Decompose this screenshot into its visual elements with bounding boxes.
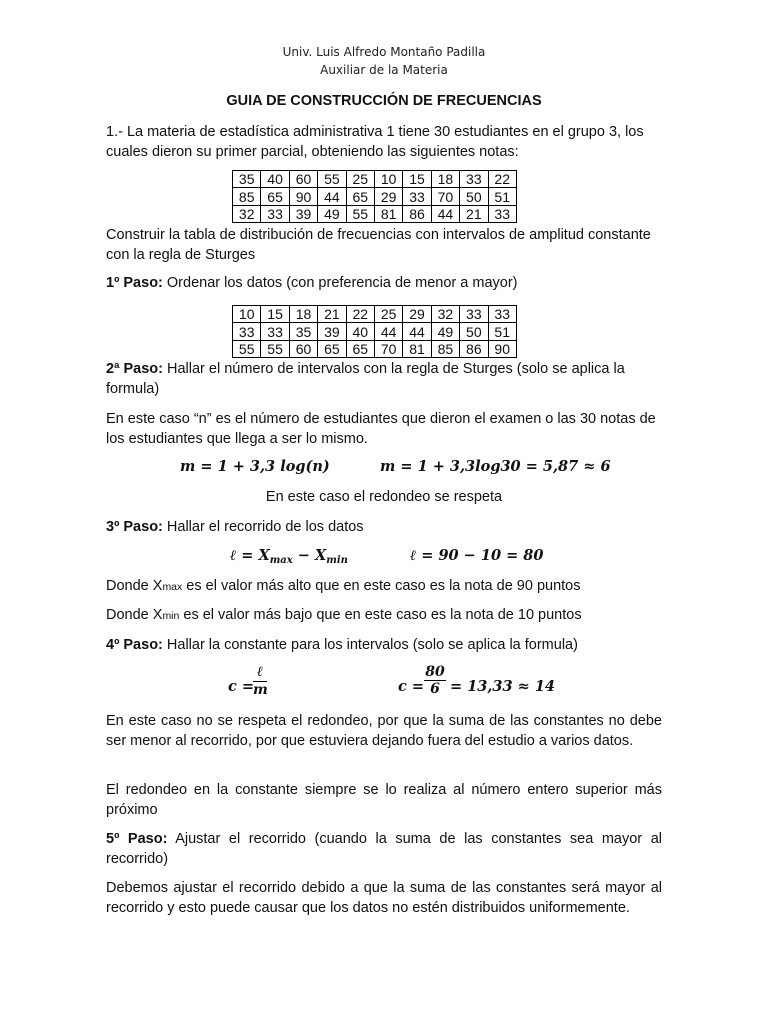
sorted-grade-cell: 44	[403, 323, 431, 340]
step2-paragraph	[106, 360, 662, 399]
author-name: Univ. Luis Alfredo Montaño Padilla	[282, 45, 486, 59]
sorted-grade-cell: 60	[289, 340, 317, 357]
raw-grade-cell: 44	[318, 188, 346, 205]
raw-grade-cell: 25	[346, 171, 374, 188]
step5-text: Ajustar el recorrido (cuando la suma de las constantes sea mayor al recorrido)	[106, 831, 662, 867]
raw-grade-cell: 50	[460, 188, 488, 205]
raw-grade-cell: 39	[289, 205, 317, 222]
sorted-grade-cell: 33	[460, 306, 488, 323]
constant-calculation-lhs: c =	[398, 678, 425, 695]
xmax-note: Donde Xmax es el valor más alto que en este caso es la nota de 90 puntos	[106, 578, 581, 594]
range-formula: ℓ = $X_{max} - X_{min}$	[230, 547, 348, 566]
raw-grade-cell: 51	[488, 188, 516, 205]
sorted-grade-cell: 39	[318, 323, 346, 340]
raw-grade-row	[233, 171, 517, 188]
step2-note: En este caso “n” es el número de estudiantes que dieron el examen o las 30 notas de los estudiantes que llega a ser lo mismo.	[106, 411, 656, 447]
final-note: Debemos ajustar el recorrido debido a que la suma de las constantes será mayor al recorrido y esto puede causar que los datos no estén distribuidos uniformemente.	[106, 880, 662, 916]
step4-label: 4º Paso:	[106, 637, 163, 653]
sorted-grade-cell: 10	[233, 306, 261, 323]
sorted-grade-cell: 25	[374, 306, 402, 323]
sorted-grade-cell: 86	[460, 340, 488, 357]
step4-paragraph	[106, 636, 662, 656]
instruction-paragraph: Construir la tabla de distribución de frecuencias con intervalos de amplitud constante con la regla de Sturges	[106, 227, 651, 263]
raw-grade-cell: 65	[346, 188, 374, 205]
raw-grade-cell: 35	[233, 171, 261, 188]
sorted-grade-row	[233, 340, 517, 357]
range-calculation: ℓ = 90 − 10 = 80	[410, 547, 544, 564]
sorted-grade-cell: 22	[346, 306, 374, 323]
raw-grade-row	[233, 188, 517, 205]
constant-calculation-result: = 13,33 ≈ 14	[450, 678, 556, 695]
document-title: GUIA DE CONSTRUCCIÓN DE FRECUENCIAS	[226, 93, 542, 109]
sturges-formula: m = 1 + 3,3 log(n)	[180, 458, 330, 475]
raw-grade-cell: 22	[488, 171, 516, 188]
sorted-grade-row	[233, 306, 517, 323]
raw-grade-cell: 70	[431, 188, 459, 205]
sorted-grade-cell: 85	[431, 340, 459, 357]
author-role: Auxiliar de la Materia	[320, 63, 448, 77]
sorted-grade-cell: 33	[261, 323, 289, 340]
constant-formula-lhs: c =	[228, 678, 255, 695]
raw-grade-cell: 15	[403, 171, 431, 188]
sorted-grade-cell: 15	[261, 306, 289, 323]
sorted-grade-cell: 35	[289, 323, 317, 340]
raw-grade-cell: 29	[374, 188, 402, 205]
raw-grade-cell: 60	[289, 171, 317, 188]
step3-label: 3º Paso:	[106, 519, 163, 535]
xmin-note: Donde Xmin es el valor más bajo que en este caso es la nota de 10 puntos	[106, 607, 582, 623]
sorted-grade-cell: 51	[488, 323, 516, 340]
sorted-grade-cell: 40	[346, 323, 374, 340]
raw-grade-cell: 65	[261, 188, 289, 205]
round-up-note: El redondeo en la constante siempre se lo realiza al número entero superior más próximo	[106, 782, 662, 818]
step2-text: Hallar el número de intervalos con la regla de Sturges (solo se aplica la formula)	[106, 361, 625, 397]
sorted-grade-cell: 29	[403, 306, 431, 323]
raw-grade-cell: 85	[233, 188, 261, 205]
raw-grade-cell: 86	[403, 205, 431, 222]
rounding-note: En este caso el redondeo se respeta	[265, 489, 503, 505]
step1-paragraph	[106, 274, 662, 294]
step2-label: 2ª Paso:	[106, 361, 163, 377]
raw-grade-cell: 32	[233, 205, 261, 222]
raw-grade-cell: 33	[488, 205, 516, 222]
raw-grade-cell: 10	[374, 171, 402, 188]
raw-grade-cell: 18	[431, 171, 459, 188]
raw-grade-cell: 90	[289, 188, 317, 205]
sorted-grade-cell: 65	[346, 340, 374, 357]
sorted-grade-cell: 81	[403, 340, 431, 357]
sorted-grade-cell: 55	[261, 340, 289, 357]
sorted-grade-cell: 49	[431, 323, 459, 340]
sorted-grades-table	[232, 305, 517, 358]
raw-grade-cell: 44	[431, 205, 459, 222]
raw-grade-cell: 81	[374, 205, 402, 222]
sorted-grade-cell: 65	[318, 340, 346, 357]
sorted-grade-cell: 90	[488, 340, 516, 357]
raw-grade-cell: 33	[261, 205, 289, 222]
raw-grades-table	[232, 170, 517, 223]
sorted-grade-cell: 55	[233, 340, 261, 357]
constant-formula-fraction: ℓ m	[253, 664, 268, 698]
step5-paragraph	[106, 830, 662, 869]
raw-grade-cell: 49	[318, 205, 346, 222]
sorted-grade-cell: 18	[289, 306, 317, 323]
sorted-grade-row	[233, 323, 517, 340]
sorted-grade-cell: 44	[374, 323, 402, 340]
raw-grade-cell: 55	[318, 171, 346, 188]
constant-note: En este caso no se respeta el redondeo, por que la suma de las constantes no debe ser menor al recorrido, por que estuviera dejando fuera del estudio a varios datos.	[106, 713, 662, 749]
sorted-grade-cell: 21	[318, 306, 346, 323]
raw-grade-cell: 40	[261, 171, 289, 188]
raw-grade-cell: 21	[460, 205, 488, 222]
step1-text: Ordenar los datos (con preferencia de menor a mayor)	[162, 275, 518, 291]
raw-grade-row	[233, 205, 517, 222]
step5-label: 5º Paso:	[106, 831, 168, 847]
step3-text: Hallar el recorrido de los datos	[162, 519, 364, 535]
step4-text: Hallar la constante para los intervalos (solo se aplica la formula)	[162, 637, 578, 653]
step1-label: 1º Paso:	[106, 275, 163, 291]
step3-paragraph	[106, 518, 662, 538]
sturges-calculation: m = 1 + 3,3log30 = 5,87 ≈ 6	[380, 458, 611, 475]
raw-grade-cell: 33	[460, 171, 488, 188]
raw-grade-cell: 55	[346, 205, 374, 222]
sorted-grade-cell: 70	[374, 340, 402, 357]
constant-calculation-fraction: $\frac{80}{6}$	[425, 664, 445, 697]
sorted-grade-cell: 33	[488, 306, 516, 323]
sorted-grade-cell: 33	[233, 323, 261, 340]
sorted-grade-cell: 50	[460, 323, 488, 340]
intro-paragraph: 1.- La materia de estadística administrativa 1 tiene 30 estudiantes en el grupo 3, los cuales dieron su primer parcial, obteniendo las siguientes notas:	[106, 124, 644, 160]
sorted-grade-cell: 32	[431, 306, 459, 323]
raw-grade-cell: 33	[403, 188, 431, 205]
